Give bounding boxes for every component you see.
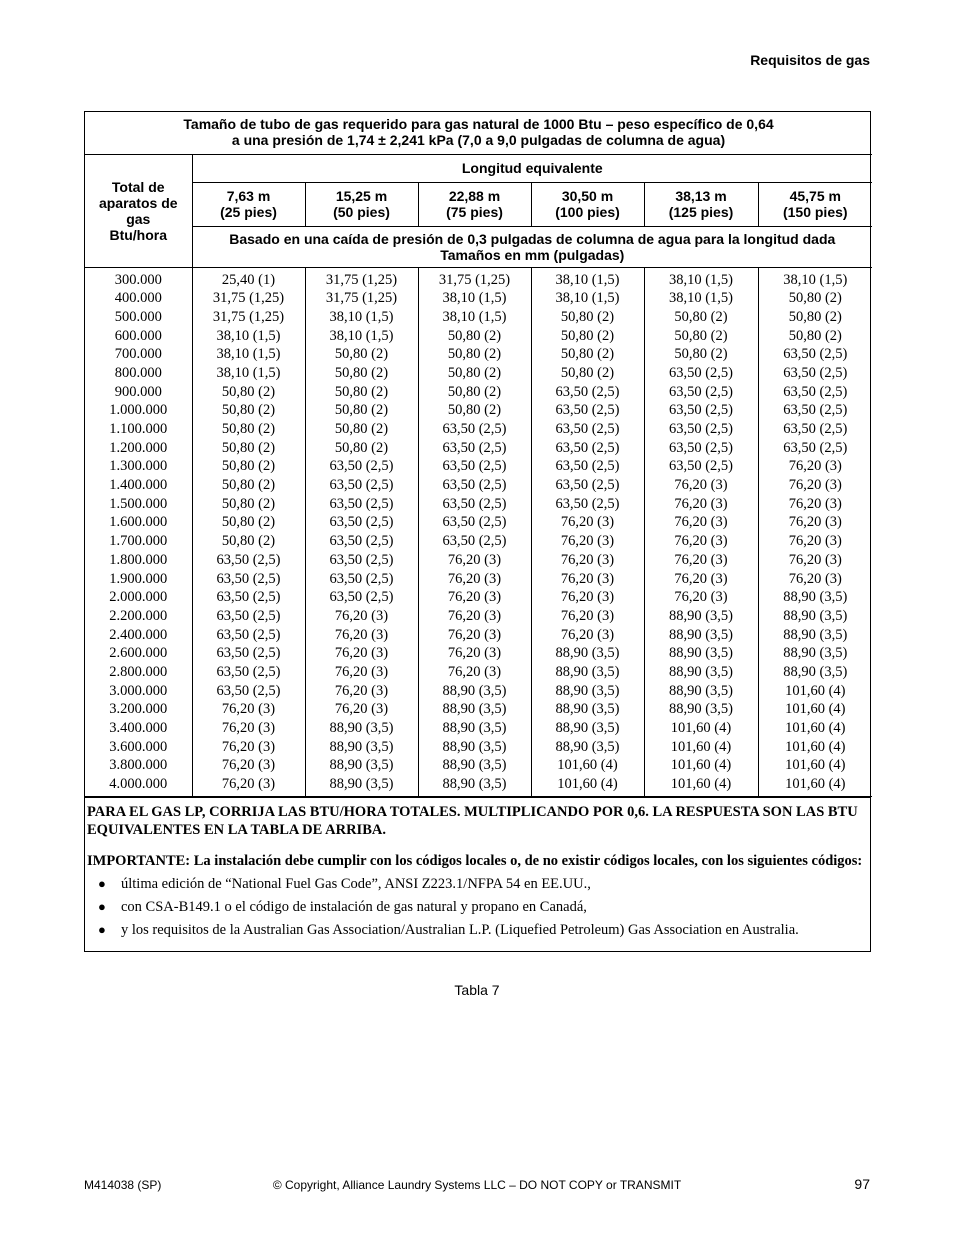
table-cell: 600.000 xyxy=(114,327,162,344)
length-feet: (100 pies) xyxy=(555,204,620,220)
table-cell: 76,20 (3) xyxy=(788,533,842,550)
table-cell: 76,20 (3) xyxy=(221,757,276,774)
table-cell: 76,20 (3) xyxy=(334,626,389,643)
table-title xyxy=(85,112,872,154)
table-cell: 50,80 (2) xyxy=(221,533,276,550)
table-cell: 63,50 (2,5) xyxy=(668,383,734,400)
table-cell: 50,80 (2) xyxy=(674,346,728,363)
table-cell: 63,50 (2,5) xyxy=(555,477,620,494)
table-cell: 38,10 (1,5) xyxy=(555,271,620,288)
table-cell: 76,20 (3) xyxy=(221,738,276,755)
table-cell: 50,80 (2) xyxy=(560,308,615,325)
table-cell: 88,90 (3,5) xyxy=(668,626,734,643)
table-cell: 88,90 (3,5) xyxy=(442,682,507,699)
size-column-4 xyxy=(644,267,758,796)
table-cell: 50,80 (2) xyxy=(334,402,389,419)
table-cell: 63,50 (2,5) xyxy=(783,439,848,456)
table-cell: 63,50 (2,5) xyxy=(555,402,620,419)
table-cell: 38,10 (1,5) xyxy=(668,271,734,288)
table-cell: 2.400.000 xyxy=(109,626,168,643)
table-cell: 76,20 (3) xyxy=(221,776,276,793)
table-cell: 50,80 (2) xyxy=(221,514,276,531)
table-cell: 900.000 xyxy=(114,383,162,400)
table-cell: 88,90 (3,5) xyxy=(668,682,734,699)
table-cell: 76,20 (3) xyxy=(560,533,615,550)
table-cell: 76,20 (3) xyxy=(447,570,502,587)
length-feet: (125 pies) xyxy=(668,204,734,220)
table-cell: 50,80 (2) xyxy=(447,402,502,419)
table-cell: 63,50 (2,5) xyxy=(329,533,394,550)
table-cell: 76,20 (3) xyxy=(788,495,842,512)
table-cell: 63,50 (2,5) xyxy=(555,383,620,400)
table-cell: 76,20 (3) xyxy=(788,477,842,494)
table-cell: 31,75 (1,25) xyxy=(212,308,285,325)
size-column-1 xyxy=(305,267,418,796)
table-cell: 101,60 (4) xyxy=(785,776,846,793)
bullet-text: última edición de “National Fuel Gas Code”, ANSI Z223.1/NFPA 54 en EE.UU., xyxy=(121,875,591,892)
table-cell: 63,50 (2,5) xyxy=(555,458,620,475)
table-cell: 88,90 (3,5) xyxy=(555,720,620,736)
table-cell: 101,60 (4) xyxy=(670,738,732,755)
table-cell: 63,50 (2,5) xyxy=(216,626,281,643)
table-cell: 63,50 (2,5) xyxy=(442,533,507,550)
table-cell: 101,60 (4) xyxy=(557,757,618,774)
pressure-drop-line-1: Basado en una caída de presión de 0,3 pulgadas de columna de agua para la longitud dada xyxy=(229,230,836,247)
table-cell: 50,80 (2) xyxy=(221,383,276,400)
size-column-5 xyxy=(758,267,872,796)
table-cell: 50,80 (2) xyxy=(560,327,615,344)
table-cell: 76,20 (3) xyxy=(674,514,728,531)
table-cell: 63,50 (2,5) xyxy=(668,458,734,475)
table-cell: 88,90 (3,5) xyxy=(555,645,620,662)
table-cell: 1.100.000 xyxy=(109,421,168,437)
table-cell: 76,20 (3) xyxy=(221,701,276,718)
bullet-text: con CSA-B149.1 o el código de instalación de gas natural y propano en Canadá, xyxy=(121,898,587,915)
table-cell: 101,60 (4) xyxy=(785,682,846,699)
table-cell: 63,50 (2,5) xyxy=(442,477,507,494)
table-cell: 38,10 (1,5) xyxy=(442,290,507,307)
table-cell: 3.800.000 xyxy=(109,757,168,774)
table-cell: 50,80 (2) xyxy=(221,421,276,437)
pressure-drop-line-2: Tamaños en mm (pulgadas) xyxy=(440,246,625,263)
table-cell: 500.000 xyxy=(114,308,162,325)
table-cell: 38,10 (1,5) xyxy=(216,327,281,344)
table-cell: 1.600.000 xyxy=(109,514,168,531)
table-cell: 50,80 (2) xyxy=(447,383,502,400)
table-cell: 50,80 (2) xyxy=(334,421,389,437)
table-cell: 63,50 (2,5) xyxy=(783,364,848,381)
table-cell: 88,90 (3,5) xyxy=(555,682,620,699)
table-cell: 63,50 (2,5) xyxy=(668,364,734,381)
table-cell: 31,75 (1,25) xyxy=(325,271,398,288)
table-cell: 50,80 (2) xyxy=(334,346,389,363)
length-meters: 22,88 m xyxy=(448,188,501,204)
table-cell: 300.000 xyxy=(114,271,162,288)
table-cell: 88,90 (3,5) xyxy=(668,645,734,662)
table-cell: 88,90 (3,5) xyxy=(442,776,507,793)
table-cell: 76,20 (3) xyxy=(560,589,615,606)
table-cell: 3.600.000 xyxy=(109,738,168,755)
length-header-4 xyxy=(644,182,758,226)
table-cell: 88,90 (3,5) xyxy=(783,663,848,680)
table-cell: 63,50 (2,5) xyxy=(216,682,281,699)
table-cell: 63,50 (2,5) xyxy=(329,551,394,568)
table-cell: 50,80 (2) xyxy=(221,439,276,456)
table-cell: 63,50 (2,5) xyxy=(216,570,281,587)
table-cell: 88,90 (3,5) xyxy=(555,701,620,718)
length-meters: 45,75 m xyxy=(789,188,841,204)
length-meters: 15,25 m xyxy=(335,188,388,204)
list-item xyxy=(87,898,868,916)
table-cell: 88,90 (3,5) xyxy=(442,720,507,736)
table-cell: 76,20 (3) xyxy=(674,477,728,494)
table-cell: 101,60 (4) xyxy=(785,720,846,736)
table-cell: 101,60 (4) xyxy=(670,776,732,793)
total-label-line: Btu/hora xyxy=(109,226,168,243)
document-id: M414038 (SP) xyxy=(84,1178,162,1192)
table-cell: 63,50 (2,5) xyxy=(668,421,734,437)
table-cell: 63,50 (2,5) xyxy=(329,570,394,587)
table-cell: 76,20 (3) xyxy=(788,514,842,531)
table-cell: 76,20 (3) xyxy=(334,645,389,662)
table-cell: 88,90 (3,5) xyxy=(783,589,848,606)
table-cell: 1.200.000 xyxy=(109,439,168,456)
lp-gas-note: PARA EL GAS LP, CORRIJA LAS BTU/HORA TOTALES. MULTIPLICANDO POR 0,6. LA RESPUESTA SON LAS BTU EQUIVALENTES EN LA TABLA DE ARRIBA. xyxy=(87,803,858,838)
section-header: Requisitos de gas xyxy=(750,52,870,68)
table-cell: 76,20 (3) xyxy=(447,626,502,643)
table-cell: 76,20 (3) xyxy=(560,514,615,531)
pipe-size-table xyxy=(85,112,872,797)
table-cell: 88,90 (3,5) xyxy=(442,701,507,718)
table-cell: 63,50 (2,5) xyxy=(216,663,281,680)
bullet-icon: ● xyxy=(98,898,106,914)
table-cell: 31,75 (1,25) xyxy=(325,290,398,307)
table-cell: 50,80 (2) xyxy=(221,495,276,512)
table-cell: 63,50 (2,5) xyxy=(442,514,507,531)
table-caption: Tabla 7 xyxy=(454,982,500,998)
table-cell: 50,80 (2) xyxy=(447,364,502,381)
table-cell: 63,50 (2,5) xyxy=(783,421,848,437)
table-cell: 76,20 (3) xyxy=(560,607,615,624)
table-cell: 76,20 (3) xyxy=(334,701,389,718)
table-cell: 38,10 (1,5) xyxy=(329,327,394,344)
table-cell: 38,10 (1,5) xyxy=(442,308,507,325)
table-cell: 76,20 (3) xyxy=(788,551,842,568)
table-cell: 76,20 (3) xyxy=(560,626,615,643)
bullet-text: y los requisitos de la Australian Gas Association/Australian L.P. (Liquefied Petroleum) Gas Association en Australia. xyxy=(121,921,799,938)
table-cell: 50,80 (2) xyxy=(221,402,276,419)
length-feet: (25 pies) xyxy=(220,204,277,220)
table-cell: 76,20 (3) xyxy=(334,663,389,680)
total-btu-header xyxy=(85,154,192,267)
table-cell: 1.000.000 xyxy=(109,402,168,419)
length-feet: (150 pies) xyxy=(782,204,848,220)
table-cell: 76,20 (3) xyxy=(447,551,502,568)
length-header-5 xyxy=(758,182,872,226)
table-cell: 76,20 (3) xyxy=(560,570,615,587)
table-cell: 88,90 (3,5) xyxy=(783,626,848,643)
pressure-drop-note xyxy=(192,226,872,267)
length-meters: 38,13 m xyxy=(675,188,727,204)
table-cell: 4.000.000 xyxy=(109,776,168,793)
table-cell: 3.200.000 xyxy=(109,701,168,718)
table-cell: 63,50 (2,5) xyxy=(442,421,507,437)
table-cell: 63,50 (2,5) xyxy=(783,346,848,363)
table-cell: 50,80 (2) xyxy=(560,364,615,381)
table-cell: 101,60 (4) xyxy=(670,720,732,736)
table-cell: 76,20 (3) xyxy=(560,551,615,568)
table-cell: 50,80 (2) xyxy=(788,290,842,307)
table-cell: 76,20 (3) xyxy=(334,607,389,624)
size-column-0 xyxy=(192,267,305,796)
table-cell: 31,75 (1,25) xyxy=(212,290,285,307)
table-cell: 63,50 (2,5) xyxy=(329,589,394,606)
table-cell: 50,80 (2) xyxy=(334,364,389,381)
list-item xyxy=(87,921,868,939)
table-cell: 50,80 (2) xyxy=(674,327,728,344)
table-cell: 31,75 (1,25) xyxy=(438,271,511,288)
table-cell: 63,50 (2,5) xyxy=(442,439,507,456)
table-title-line-1: Tamaño de tubo de gas requerido para gas natural de 1000 Btu – peso específico de 0,64 xyxy=(183,116,774,132)
table-cell: 88,90 (3,5) xyxy=(668,701,734,718)
gas-pipe-table xyxy=(84,111,871,952)
table-cell: 76,20 (3) xyxy=(447,607,502,624)
table-cell: 63,50 (2,5) xyxy=(216,589,281,606)
table-cell: 63,50 (2,5) xyxy=(216,607,281,624)
length-feet: (50 pies) xyxy=(333,204,390,220)
total-label-line: aparatos de xyxy=(98,194,178,211)
table-cell: 1.400.000 xyxy=(109,477,168,494)
length-header-2 xyxy=(418,182,531,226)
table-cell: 50,80 (2) xyxy=(334,439,389,456)
table-cell: 3.000.000 xyxy=(109,682,168,699)
length-header-3 xyxy=(531,182,644,226)
table-cell: 101,60 (4) xyxy=(785,757,846,774)
table-cell: 76,20 (3) xyxy=(674,589,728,606)
btu-column xyxy=(85,267,192,796)
table-cell: 400.000 xyxy=(114,290,162,307)
total-label-line: Total de xyxy=(111,178,165,195)
table-cell: 1.900.000 xyxy=(109,570,168,587)
list-item xyxy=(87,875,868,893)
copyright-notice: © Copyright, Alliance Laundry Systems LLC – DO NOT COPY or TRANSMIT xyxy=(272,1178,682,1192)
table-cell: 101,60 (4) xyxy=(785,738,846,755)
table-cell: 76,20 (3) xyxy=(221,720,276,736)
table-cell: 63,50 (2,5) xyxy=(555,495,620,512)
table-cell: 50,80 (2) xyxy=(334,383,389,400)
size-column-2 xyxy=(418,267,531,796)
table-cell: 38,10 (1,5) xyxy=(783,271,848,288)
table-cell: 76,20 (3) xyxy=(334,682,389,699)
table-cell: 63,50 (2,5) xyxy=(668,439,734,456)
table-cell: 76,20 (3) xyxy=(447,589,502,606)
table-cell: 88,90 (3,5) xyxy=(329,776,394,793)
table-cell: 50,80 (2) xyxy=(788,308,842,325)
table-notes xyxy=(85,797,870,951)
table-cell: 88,90 (3,5) xyxy=(329,720,394,736)
table-cell: 76,20 (3) xyxy=(674,495,728,512)
length-feet: (75 pies) xyxy=(446,204,503,220)
table-cell: 63,50 (2,5) xyxy=(555,439,620,456)
table-title-line-2: a una presión de 1,74 ± 2,241 kPa (7,0 a 9,0 pulgadas de columna de agua) xyxy=(231,132,726,148)
table-cell: 76,20 (3) xyxy=(674,551,728,568)
table-cell: 50,80 (2) xyxy=(447,327,502,344)
table-cell: 700.000 xyxy=(114,346,162,363)
table-cell: 101,60 (4) xyxy=(670,757,732,774)
length-meters: 7,63 m xyxy=(226,188,271,204)
table-cell: 2.800.000 xyxy=(109,663,168,680)
table-cell: 76,20 (3) xyxy=(674,533,728,550)
table-cell: 88,90 (3,5) xyxy=(442,757,507,774)
table-cell: 1.500.000 xyxy=(109,495,168,512)
table-cell: 63,50 (2,5) xyxy=(783,383,848,400)
bullet-icon: ● xyxy=(98,921,106,937)
equivalent-length-header: Longitud equivalente xyxy=(192,154,872,182)
table-cell: 63,50 (2,5) xyxy=(329,495,394,512)
table-cell: 3.400.000 xyxy=(109,720,168,736)
table-cell: 101,60 (4) xyxy=(785,701,846,718)
table-cell: 76,20 (3) xyxy=(447,645,502,662)
table-cell: 63,50 (2,5) xyxy=(783,402,848,419)
table-cell: 1.700.000 xyxy=(109,533,168,550)
table-cell: 38,10 (1,5) xyxy=(329,308,394,325)
table-cell: 76,20 (3) xyxy=(788,570,842,587)
table-cell: 88,90 (3,5) xyxy=(442,738,507,755)
page-number: 97 xyxy=(854,1176,870,1192)
code-bullet-list xyxy=(87,875,868,939)
total-label-line: gas xyxy=(126,210,151,227)
bullet-icon: ● xyxy=(98,875,106,891)
table-cell: 38,10 (1,5) xyxy=(216,364,281,381)
table-cell: 76,20 (3) xyxy=(788,458,842,475)
table-cell: 88,90 (3,5) xyxy=(783,645,848,662)
table-cell: 76,20 (3) xyxy=(674,570,728,587)
length-header-0 xyxy=(192,182,305,226)
important-note: IMPORTANTE: La instalación debe cumplir con los códigos locales o, de no existir códigos locales, con los siguientes códigos: xyxy=(87,852,863,869)
table-cell: 2.600.000 xyxy=(109,645,168,662)
table-cell: 88,90 (3,5) xyxy=(329,738,394,755)
table-cell: 88,90 (3,5) xyxy=(668,663,734,680)
length-meters: 30,50 m xyxy=(561,188,614,204)
table-cell: 63,50 (2,5) xyxy=(329,477,394,494)
table-cell: 50,80 (2) xyxy=(447,346,502,363)
table-cell: 63,50 (2,5) xyxy=(329,514,394,531)
table-cell: 50,80 (2) xyxy=(560,346,615,363)
table-cell: 25,40 (1) xyxy=(221,271,276,288)
table-cell: 88,90 (3,5) xyxy=(555,663,620,680)
table-cell: 63,50 (2,5) xyxy=(442,458,507,475)
table-cell: 1.800.000 xyxy=(109,551,168,568)
table-cell: 50,80 (2) xyxy=(788,327,842,344)
table-cell: 800.000 xyxy=(114,364,162,381)
table-cell: 63,50 (2,5) xyxy=(442,495,507,512)
table-cell: 2.000.000 xyxy=(109,589,168,606)
size-column-3 xyxy=(531,267,644,796)
table-cell: 88,90 (3,5) xyxy=(783,607,848,624)
table-cell: 76,20 (3) xyxy=(447,663,502,680)
table-cell: 88,90 (3,5) xyxy=(668,607,734,624)
length-header-1 xyxy=(305,182,418,226)
table-cell: 63,50 (2,5) xyxy=(668,402,734,419)
table-cell: 2.200.000 xyxy=(109,607,168,624)
table-cell: 88,90 (3,5) xyxy=(555,738,620,755)
table-cell: 50,80 (2) xyxy=(221,477,276,494)
table-cell: 38,10 (1,5) xyxy=(216,346,281,363)
table-cell: 63,50 (2,5) xyxy=(329,458,394,475)
table-cell: 38,10 (1,5) xyxy=(668,290,734,307)
table-cell: 101,60 (4) xyxy=(557,776,618,793)
table-cell: 50,80 (2) xyxy=(674,308,728,325)
table-cell: 63,50 (2,5) xyxy=(216,551,281,568)
table-cell: 63,50 (2,5) xyxy=(555,421,620,437)
table-cell: 50,80 (2) xyxy=(221,458,276,475)
table-cell: 63,50 (2,5) xyxy=(216,645,281,662)
table-cell: 1.300.000 xyxy=(109,458,168,475)
table-cell: 38,10 (1,5) xyxy=(555,290,620,307)
table-cell: 88,90 (3,5) xyxy=(329,757,394,774)
